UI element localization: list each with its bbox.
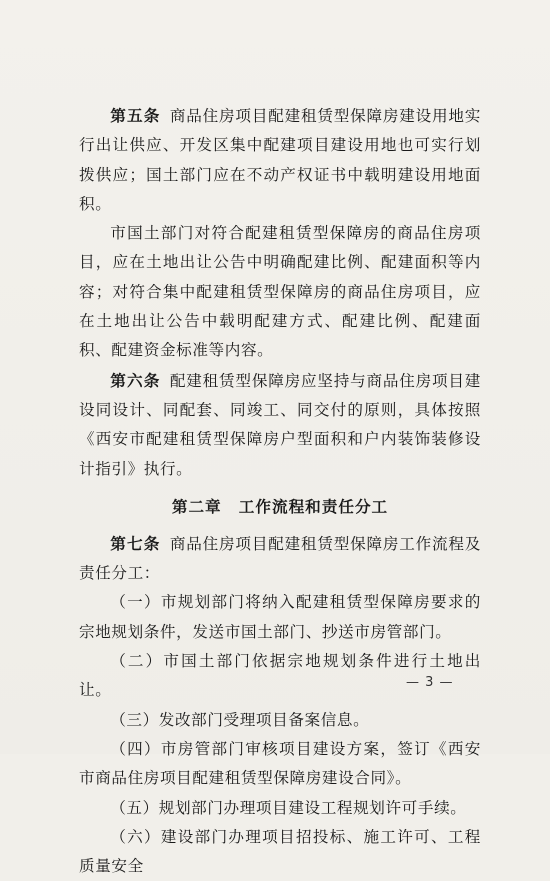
list-item: （五）规划部门办理项目建设工程规划许可手续。	[110, 798, 467, 817]
article-5	[79, 101, 481, 219]
article-7-label: 第七条	[110, 533, 161, 553]
article-6-text: 配建租赁型保障房应坚持与商品住房项目建设同设计、同配套、同竣工、同交付的原则，具体按照《西安市配建租赁型保障房户型面积和户内装饰装修设计指引》执行。	[79, 371, 481, 478]
article-6-label: 第六条	[110, 370, 161, 390]
list-item: （二）市国土部门依据宗地规划条件进行土地出让。	[79, 652, 481, 700]
article-5-text: 商品住房项目配建租赁型保障房建设用地实行出让供应、开发区集中配建项目建设用地也可实行划拨供应；国土部门应在不动产权证书中载明建设用地面积。	[79, 107, 481, 213]
list-item: （六）建设部门办理项目招投标、施工许可、工程质量安全	[79, 827, 481, 876]
article-5-label: 第五条	[110, 106, 161, 125]
list-item: （一）市规划部门将纳入配建租赁型保障房要求的宗地规划条件，发送市国土部门、抄送市房管部门。	[79, 593, 481, 641]
chapter-number: 第二章	[171, 496, 222, 516]
list-item: （三）发改部门受理项目备案信息。	[110, 710, 370, 729]
land-supply-paragraph: 市国土部门对符合配建租赁型保障房的商品住房项目，应在土地出让公告中明确配建比例、配建面积等内容；对符合集中配建租赁型保障房的商品住房项目，应在土地出让公告中载明配建方式、配建比例、配建面积、配建资金标准等内容。	[79, 224, 481, 360]
article-6	[79, 366, 481, 484]
article-7-text: 商品住房项目配建租赁型保障房工作流程及责任分工：	[79, 534, 481, 583]
page-number: — 3 —	[406, 675, 454, 690]
chapter-title: 工作流程和责任分工	[238, 496, 389, 516]
chapter-heading	[79, 492, 481, 521]
list-item: （四）市房管部门审核项目建设方案，签订《西安市商品住房项目配建租赁型保障房建设合同》。	[79, 739, 481, 788]
article-7	[79, 529, 481, 589]
page-body	[79, 101, 481, 881]
